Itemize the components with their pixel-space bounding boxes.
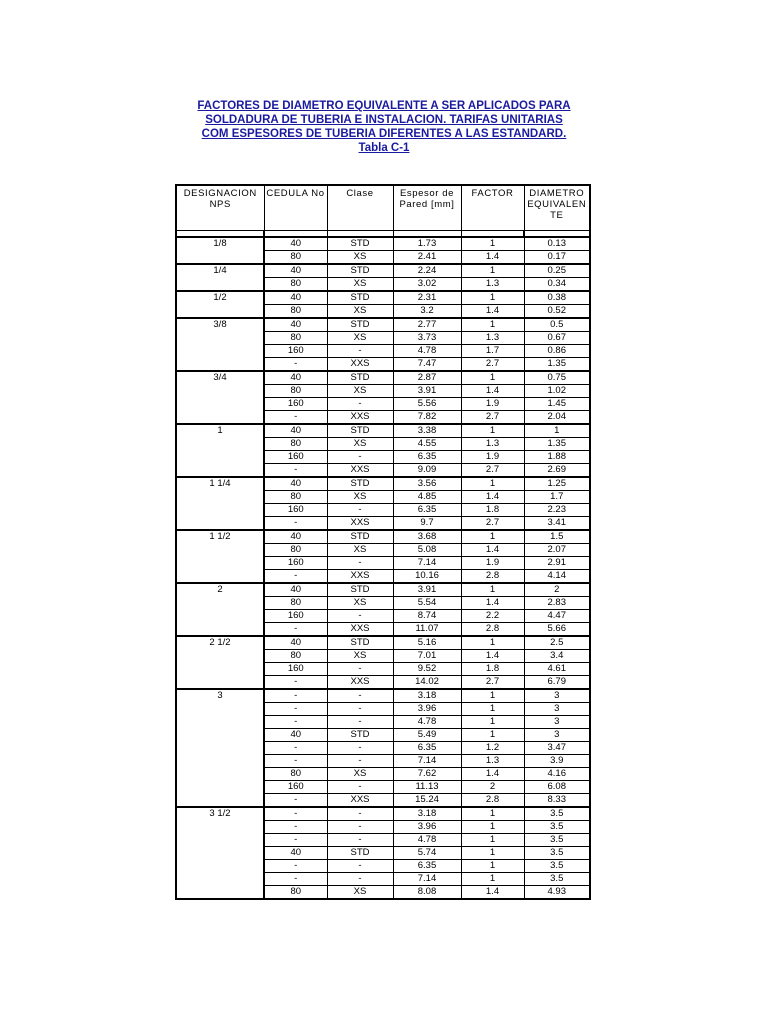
cell-espesor: 3.2 xyxy=(393,305,461,319)
cell-factor: 1 xyxy=(461,729,524,742)
cell-nps: 1/8 xyxy=(176,237,264,264)
cell-espesor: 3.68 xyxy=(393,530,461,544)
cell-cedula: 40 xyxy=(264,477,327,491)
table-row xyxy=(176,807,590,821)
table-row xyxy=(176,583,590,597)
cell-diametro: 3 xyxy=(524,729,590,742)
cell-factor: 1 xyxy=(461,860,524,873)
cell-nps: 3 1/2 xyxy=(176,807,264,899)
cell-diametro: 2.83 xyxy=(524,597,590,610)
cell-cedula: - xyxy=(264,807,327,821)
header-text: TE xyxy=(550,210,564,221)
cell-clase: XXS xyxy=(327,570,393,584)
cell-factor: 2.7 xyxy=(461,411,524,425)
table-caption: Tabla C-1 xyxy=(358,142,410,154)
cell-clase: - xyxy=(327,398,393,411)
cell-factor: 1.9 xyxy=(461,557,524,570)
cell-factor: 1.4 xyxy=(461,385,524,398)
cell-factor: 2 xyxy=(461,781,524,794)
cell-clase: - xyxy=(327,755,393,768)
cell-nps: 1/4 xyxy=(176,264,264,291)
cell-cedula: 80 xyxy=(264,886,327,900)
cell-clase: - xyxy=(327,610,393,623)
cell-cedula: 160 xyxy=(264,781,327,794)
cell-cedula: 160 xyxy=(264,557,327,570)
cell-diametro: 1.02 xyxy=(524,385,590,398)
cell-diametro: 2.07 xyxy=(524,544,590,557)
cell-diametro: 3.4 xyxy=(524,650,590,663)
cell-diametro: 3 xyxy=(524,716,590,729)
header-row xyxy=(176,185,590,231)
cell-diametro: 3.47 xyxy=(524,742,590,755)
table-row xyxy=(176,264,590,278)
header-diametro-equivalente xyxy=(524,185,590,231)
cell-clase: STD xyxy=(327,237,393,251)
cell-diametro: 8.33 xyxy=(524,794,590,808)
cell-espesor: 2.87 xyxy=(393,371,461,385)
cell-cedula: - xyxy=(264,570,327,584)
cell-factor: 1 xyxy=(461,821,524,834)
cell-espesor: 7.82 xyxy=(393,411,461,425)
cell-cedula: - xyxy=(264,517,327,531)
cell-factor: 1.4 xyxy=(461,768,524,781)
cell-clase: XXS xyxy=(327,358,393,372)
cell-diametro: 0.17 xyxy=(524,251,590,265)
cell-cedula: - xyxy=(264,821,327,834)
cell-diametro: 2.04 xyxy=(524,411,590,425)
header-cedula xyxy=(264,185,327,231)
cell-diametro: 3 xyxy=(524,689,590,703)
cell-clase: - xyxy=(327,742,393,755)
cell-clase: STD xyxy=(327,264,393,278)
cell-espesor: 11.07 xyxy=(393,623,461,637)
cell-diametro: 4.16 xyxy=(524,768,590,781)
cell-diametro: 0.25 xyxy=(524,264,590,278)
header-text: EQUIVALEN xyxy=(527,199,587,210)
cell-cedula: - xyxy=(264,689,327,703)
cell-espesor: 4.55 xyxy=(393,438,461,451)
cell-cedula: 40 xyxy=(264,583,327,597)
table-row xyxy=(176,424,590,438)
cell-espesor: 3.91 xyxy=(393,385,461,398)
cell-clase: - xyxy=(327,557,393,570)
cell-factor: 1.4 xyxy=(461,251,524,265)
cell-espesor: 8.08 xyxy=(393,886,461,900)
cell-factor: 1.4 xyxy=(461,886,524,900)
cell-clase: XXS xyxy=(327,517,393,531)
cell-cedula: 80 xyxy=(264,650,327,663)
cell-cedula: - xyxy=(264,834,327,847)
cell-factor: 1 xyxy=(461,716,524,729)
header-designacion-nps xyxy=(176,185,264,231)
cell-factor: 2.8 xyxy=(461,570,524,584)
cell-clase: XS xyxy=(327,332,393,345)
cell-espesor: 4.85 xyxy=(393,491,461,504)
cell-clase: XXS xyxy=(327,794,393,808)
cell-diametro: 1.5 xyxy=(524,530,590,544)
cell-nps: 2 1/2 xyxy=(176,636,264,689)
cell-nps: 1 1/4 xyxy=(176,477,264,530)
header-factor xyxy=(461,185,524,231)
title-line-2: SOLDADURA DE TUBERIA E INSTALACION. TARIFAS UNITARIAS xyxy=(205,114,563,126)
cell-cedula: 160 xyxy=(264,398,327,411)
cell-espesor: 2.31 xyxy=(393,291,461,305)
cell-factor: 1 xyxy=(461,318,524,332)
cell-cedula: 80 xyxy=(264,278,327,292)
title-line-1: FACTORES DE DIAMETRO EQUIVALENTE A SER APLICADOS PARA xyxy=(197,100,571,112)
cell-diametro: 1.7 xyxy=(524,491,590,504)
cell-factor: 2.8 xyxy=(461,794,524,808)
cell-clase: XS xyxy=(327,886,393,900)
cell-espesor: 9.7 xyxy=(393,517,461,531)
cell-clase: XS xyxy=(327,251,393,265)
cell-factor: 1 xyxy=(461,636,524,650)
cell-factor: 1.2 xyxy=(461,742,524,755)
cell-espesor: 3.96 xyxy=(393,821,461,834)
cell-espesor: 5.54 xyxy=(393,597,461,610)
cell-clase: XXS xyxy=(327,676,393,690)
cell-diametro: 5.66 xyxy=(524,623,590,637)
cell-factor: 1 xyxy=(461,264,524,278)
cell-diametro: 6.08 xyxy=(524,781,590,794)
cell-clase: - xyxy=(327,345,393,358)
header-text: DIAMETRO xyxy=(529,188,585,199)
cell-cedula: - xyxy=(264,464,327,478)
cell-cedula: 80 xyxy=(264,491,327,504)
cell-factor: 1 xyxy=(461,424,524,438)
cell-factor: 1 xyxy=(461,291,524,305)
cell-cedula: - xyxy=(264,755,327,768)
cell-cedula: - xyxy=(264,794,327,808)
cell-clase: XS xyxy=(327,491,393,504)
cell-factor: 1.3 xyxy=(461,278,524,292)
cell-clase: STD xyxy=(327,530,393,544)
cell-clase: STD xyxy=(327,729,393,742)
cell-espesor: 4.78 xyxy=(393,716,461,729)
cell-clase: XXS xyxy=(327,623,393,637)
cell-factor: 1 xyxy=(461,530,524,544)
cell-espesor: 2.24 xyxy=(393,264,461,278)
cell-diametro: 3.5 xyxy=(524,873,590,886)
cell-espesor: 3.38 xyxy=(393,424,461,438)
cell-cedula: 40 xyxy=(264,424,327,438)
cell-factor: 1.9 xyxy=(461,451,524,464)
cell-espesor: 5.08 xyxy=(393,544,461,557)
cell-factor: 1 xyxy=(461,873,524,886)
header-clase xyxy=(327,185,393,231)
cell-clase: XS xyxy=(327,305,393,319)
cell-clase: XS xyxy=(327,438,393,451)
cell-factor: 1 xyxy=(461,834,524,847)
cell-clase: - xyxy=(327,663,393,676)
cell-diametro: 0.75 xyxy=(524,371,590,385)
cell-cedula: - xyxy=(264,703,327,716)
cell-cedula: 160 xyxy=(264,451,327,464)
header-text: NPS xyxy=(209,199,231,210)
cell-espesor: 11.13 xyxy=(393,781,461,794)
cell-diametro: 1 xyxy=(524,424,590,438)
cell-clase: - xyxy=(327,689,393,703)
cell-factor: 2.7 xyxy=(461,517,524,531)
cell-diametro: 4.93 xyxy=(524,886,590,900)
table-row xyxy=(176,237,590,251)
cell-factor: 1 xyxy=(461,583,524,597)
cell-diametro: 3.5 xyxy=(524,847,590,860)
cell-diametro: 3.41 xyxy=(524,517,590,531)
cell-diametro: 0.5 xyxy=(524,318,590,332)
cell-espesor: 1.73 xyxy=(393,237,461,251)
cell-cedula: 40 xyxy=(264,264,327,278)
cell-clase: XXS xyxy=(327,411,393,425)
cell-espesor: 5.49 xyxy=(393,729,461,742)
cell-factor: 1.4 xyxy=(461,544,524,557)
cell-cedula: 40 xyxy=(264,291,327,305)
cell-diametro: 0.52 xyxy=(524,305,590,319)
cell-clase: - xyxy=(327,451,393,464)
cell-clase: - xyxy=(327,716,393,729)
cell-cedula: 80 xyxy=(264,438,327,451)
cell-factor: 1.4 xyxy=(461,305,524,319)
cell-factor: 1 xyxy=(461,371,524,385)
cell-clase: STD xyxy=(327,291,393,305)
cell-cedula: - xyxy=(264,860,327,873)
table-row xyxy=(176,371,590,385)
cell-espesor: 14.02 xyxy=(393,676,461,690)
cell-espesor: 10.16 xyxy=(393,570,461,584)
header-text: DESIGNACION xyxy=(183,188,257,199)
cell-diametro: 3.5 xyxy=(524,807,590,821)
cell-cedula: 160 xyxy=(264,610,327,623)
cell-espesor: 5.16 xyxy=(393,636,461,650)
cell-cedula: 40 xyxy=(264,318,327,332)
cell-clase: XS xyxy=(327,544,393,557)
cell-espesor: 3.73 xyxy=(393,332,461,345)
cell-factor: 1.8 xyxy=(461,504,524,517)
cell-factor: 2.7 xyxy=(461,358,524,372)
cell-espesor: 3.96 xyxy=(393,703,461,716)
cell-clase: XS xyxy=(327,385,393,398)
cell-diametro: 1.45 xyxy=(524,398,590,411)
cell-diametro: 2 xyxy=(524,583,590,597)
cell-espesor: 15.24 xyxy=(393,794,461,808)
cell-clase: - xyxy=(327,860,393,873)
header-espesor xyxy=(393,185,461,231)
cell-diametro: 0.34 xyxy=(524,278,590,292)
cell-espesor: 7.01 xyxy=(393,650,461,663)
cell-nps: 3 xyxy=(176,689,264,807)
cell-clase: XS xyxy=(327,768,393,781)
cell-espesor: 3.02 xyxy=(393,278,461,292)
cell-factor: 2.7 xyxy=(461,676,524,690)
cell-espesor: 7.14 xyxy=(393,755,461,768)
cell-espesor: 4.78 xyxy=(393,834,461,847)
cell-diametro: 3.9 xyxy=(524,755,590,768)
cell-clase: - xyxy=(327,821,393,834)
cell-diametro: 2.23 xyxy=(524,504,590,517)
cell-diametro: 0.67 xyxy=(524,332,590,345)
cell-cedula: 40 xyxy=(264,636,327,650)
cell-clase: XS xyxy=(327,278,393,292)
cell-diametro: 1.25 xyxy=(524,477,590,491)
cell-nps: 1 xyxy=(176,424,264,477)
header-text: Clase xyxy=(346,188,374,199)
cell-diametro: 4.47 xyxy=(524,610,590,623)
cell-cedula: 160 xyxy=(264,663,327,676)
header-text: CEDULA No xyxy=(266,188,325,199)
cell-factor: 1.3 xyxy=(461,438,524,451)
cell-espesor: 3.91 xyxy=(393,583,461,597)
cell-factor: 1.7 xyxy=(461,345,524,358)
cell-espesor: 3.56 xyxy=(393,477,461,491)
cell-cedula: 40 xyxy=(264,237,327,251)
cell-diametro: 0.13 xyxy=(524,237,590,251)
cell-espesor: 3.18 xyxy=(393,689,461,703)
table-row xyxy=(176,636,590,650)
cell-cedula: - xyxy=(264,676,327,690)
cell-espesor: 2.77 xyxy=(393,318,461,332)
cell-factor: 1 xyxy=(461,477,524,491)
cell-clase: STD xyxy=(327,636,393,650)
cell-espesor: 9.09 xyxy=(393,464,461,478)
cell-cedula: 80 xyxy=(264,768,327,781)
cell-factor: 1 xyxy=(461,237,524,251)
cell-clase: STD xyxy=(327,371,393,385)
table-row xyxy=(176,318,590,332)
cell-diametro: 1.35 xyxy=(524,358,590,372)
cell-factor: 2.8 xyxy=(461,623,524,637)
table-row xyxy=(176,477,590,491)
cell-clase: STD xyxy=(327,583,393,597)
cell-diametro: 4.14 xyxy=(524,570,590,584)
header-text: FACTOR xyxy=(471,188,514,199)
cell-clase: - xyxy=(327,703,393,716)
cell-factor: 1.3 xyxy=(461,332,524,345)
cell-nps: 1 1/2 xyxy=(176,530,264,583)
cell-nps: 3/8 xyxy=(176,318,264,371)
cell-diametro: 3 xyxy=(524,703,590,716)
pipe-diameter-factor-table xyxy=(175,184,591,900)
cell-espesor: 2.41 xyxy=(393,251,461,265)
cell-clase: STD xyxy=(327,477,393,491)
cell-cedula: 80 xyxy=(264,597,327,610)
cell-espesor: 5.56 xyxy=(393,398,461,411)
cell-clase: - xyxy=(327,781,393,794)
cell-cedula: - xyxy=(264,623,327,637)
table-row xyxy=(176,530,590,544)
cell-factor: 1 xyxy=(461,703,524,716)
cell-cedula: 40 xyxy=(264,729,327,742)
cell-diametro: 3.5 xyxy=(524,834,590,847)
cell-clase: XS xyxy=(327,597,393,610)
cell-clase: XXS xyxy=(327,464,393,478)
cell-cedula: 160 xyxy=(264,504,327,517)
cell-espesor: 6.35 xyxy=(393,451,461,464)
cell-diametro: 3.5 xyxy=(524,860,590,873)
cell-cedula: 160 xyxy=(264,345,327,358)
cell-factor: 1.9 xyxy=(461,398,524,411)
cell-factor: 1.4 xyxy=(461,597,524,610)
cell-diametro: 1.88 xyxy=(524,451,590,464)
cell-cedula: 40 xyxy=(264,371,327,385)
cell-espesor: 6.35 xyxy=(393,860,461,873)
table-body xyxy=(176,231,590,900)
cell-diametro: 4.61 xyxy=(524,663,590,676)
cell-cedula: - xyxy=(264,873,327,886)
table-row xyxy=(176,291,590,305)
title-line-3: COM ESPESORES DE TUBERIA DIFERENTES A LAS ESTANDARD. xyxy=(201,128,567,140)
cell-cedula: - xyxy=(264,716,327,729)
cell-factor: 1 xyxy=(461,847,524,860)
cell-factor: 2.2 xyxy=(461,610,524,623)
cell-diametro: 2.69 xyxy=(524,464,590,478)
cell-clase: - xyxy=(327,873,393,886)
cell-cedula: - xyxy=(264,358,327,372)
cell-espesor: 7.14 xyxy=(393,557,461,570)
cell-cedula: 80 xyxy=(264,305,327,319)
cell-factor: 1.4 xyxy=(461,491,524,504)
cell-diametro: 0.38 xyxy=(524,291,590,305)
cell-espesor: 3.18 xyxy=(393,807,461,821)
cell-clase: STD xyxy=(327,424,393,438)
cell-diametro: 3.5 xyxy=(524,821,590,834)
cell-espesor: 5.74 xyxy=(393,847,461,860)
cell-nps: 2 xyxy=(176,583,264,636)
cell-espesor: 7.14 xyxy=(393,873,461,886)
cell-diametro: 1.35 xyxy=(524,438,590,451)
cell-clase: XS xyxy=(327,650,393,663)
cell-factor: 1.3 xyxy=(461,755,524,768)
header-text: Pared [mm] xyxy=(399,199,455,210)
cell-clase: STD xyxy=(327,847,393,860)
cell-nps: 1/2 xyxy=(176,291,264,318)
cell-espesor: 8.74 xyxy=(393,610,461,623)
cell-cedula: 80 xyxy=(264,332,327,345)
cell-espesor: 4.78 xyxy=(393,345,461,358)
cell-clase: - xyxy=(327,504,393,517)
cell-espesor: 6.35 xyxy=(393,742,461,755)
cell-cedula: 80 xyxy=(264,544,327,557)
cell-clase: - xyxy=(327,807,393,821)
cell-diametro: 2.5 xyxy=(524,636,590,650)
cell-espesor: 9.52 xyxy=(393,663,461,676)
cell-factor: 1.4 xyxy=(461,650,524,663)
cell-espesor: 7.47 xyxy=(393,358,461,372)
cell-factor: 1 xyxy=(461,689,524,703)
cell-factor: 2.7 xyxy=(461,464,524,478)
cell-espesor: 7.62 xyxy=(393,768,461,781)
cell-cedula: 80 xyxy=(264,385,327,398)
cell-diametro: 0.86 xyxy=(524,345,590,358)
header-text: Espesor de xyxy=(399,188,455,199)
document-title xyxy=(0,99,768,155)
cell-cedula: 80 xyxy=(264,251,327,265)
table-row xyxy=(176,689,590,703)
cell-factor: 1 xyxy=(461,807,524,821)
cell-cedula: 40 xyxy=(264,530,327,544)
cell-factor: 1.8 xyxy=(461,663,524,676)
cell-nps: 3/4 xyxy=(176,371,264,424)
cell-diametro: 6.79 xyxy=(524,676,590,690)
cell-clase: - xyxy=(327,834,393,847)
cell-clase: STD xyxy=(327,318,393,332)
cell-cedula: 40 xyxy=(264,847,327,860)
cell-espesor: 6.35 xyxy=(393,504,461,517)
cell-cedula: - xyxy=(264,742,327,755)
cell-cedula: - xyxy=(264,411,327,425)
cell-diametro: 2.91 xyxy=(524,557,590,570)
